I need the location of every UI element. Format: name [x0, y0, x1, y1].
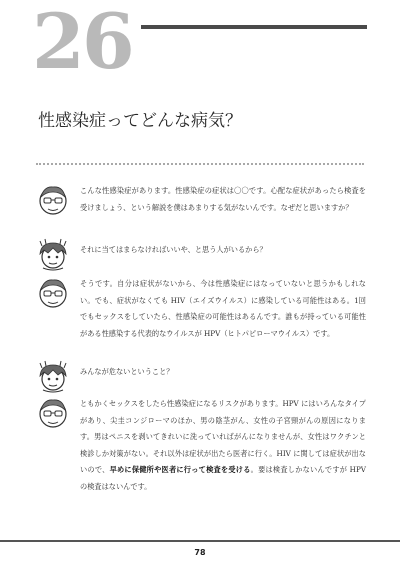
dialogue-text: それに当てはまらなければいいや、と思う人がいるから？ [80, 245, 267, 254]
top-rule [141, 25, 367, 29]
student-avatar-icon [36, 360, 70, 394]
dialogue-student-2 [36, 362, 366, 394]
doctor-avatar-icon [36, 276, 70, 310]
dialogue-doctor-3 [36, 396, 366, 536]
dialogue-text: みんなが危ないということ？ [80, 367, 174, 376]
dialogue-text [80, 396, 366, 496]
page-number: 78 [194, 548, 206, 557]
emphasized-advice: 早めに保健所や医者に行って検査を受ける [109, 465, 251, 475]
chapter-number: 26 [32, 0, 132, 86]
doctor-avatar-icon [36, 396, 70, 430]
dialogue-student-1 [36, 240, 366, 276]
bottom-rule [0, 540, 400, 542]
page-title: 性感染症ってどんな病気？ [38, 111, 242, 131]
dialogue-text-part: ともかくセックスをしたら性感染症になるリスクがあります。HPV にはいろんなタイプがあり、尖圭コンジローマのほか、男の陰茎がん、女性の子宮頸がんの原因になります。男はペニスを剥いてきれいに洗っていればがんになりませんが、女性はワクチンと検診しか対策がない。それ以外は症状が出たら医者に行く。HIV に関しては症状が出ないので、 [80, 399, 366, 475]
dialogue-text: こんな性感染症があります。性感染症の症状は〇〇です。心配な症状があったら検査を受けましょう、という解説を僕はあまりする気がないんです。なぜだと思いますか？ [80, 186, 366, 212]
dialogue-doctor-1 [36, 183, 366, 235]
doctor-avatar-icon [36, 183, 70, 217]
dotted-divider [36, 163, 364, 165]
dialogue-text-part: 。要は検査しかないんですが HPV の検査はないんです。 [80, 465, 366, 491]
student-avatar-icon [36, 238, 70, 272]
dialogue-text: そうです。自分は症状がないから、今は性感染症にはなっていないと思うかもしれない。でも、症状がなくても HIV（エイズウイルス）に感染している可能性はある。1回でもセックスをしていたら、性感染症の可能性はあるんです。誰もが持っている可能性がある性感染する代表的なウイルスが HPV（ヒトパピローマウイルス）です。 [80, 279, 366, 338]
dialogue-doctor-2 [36, 276, 366, 360]
